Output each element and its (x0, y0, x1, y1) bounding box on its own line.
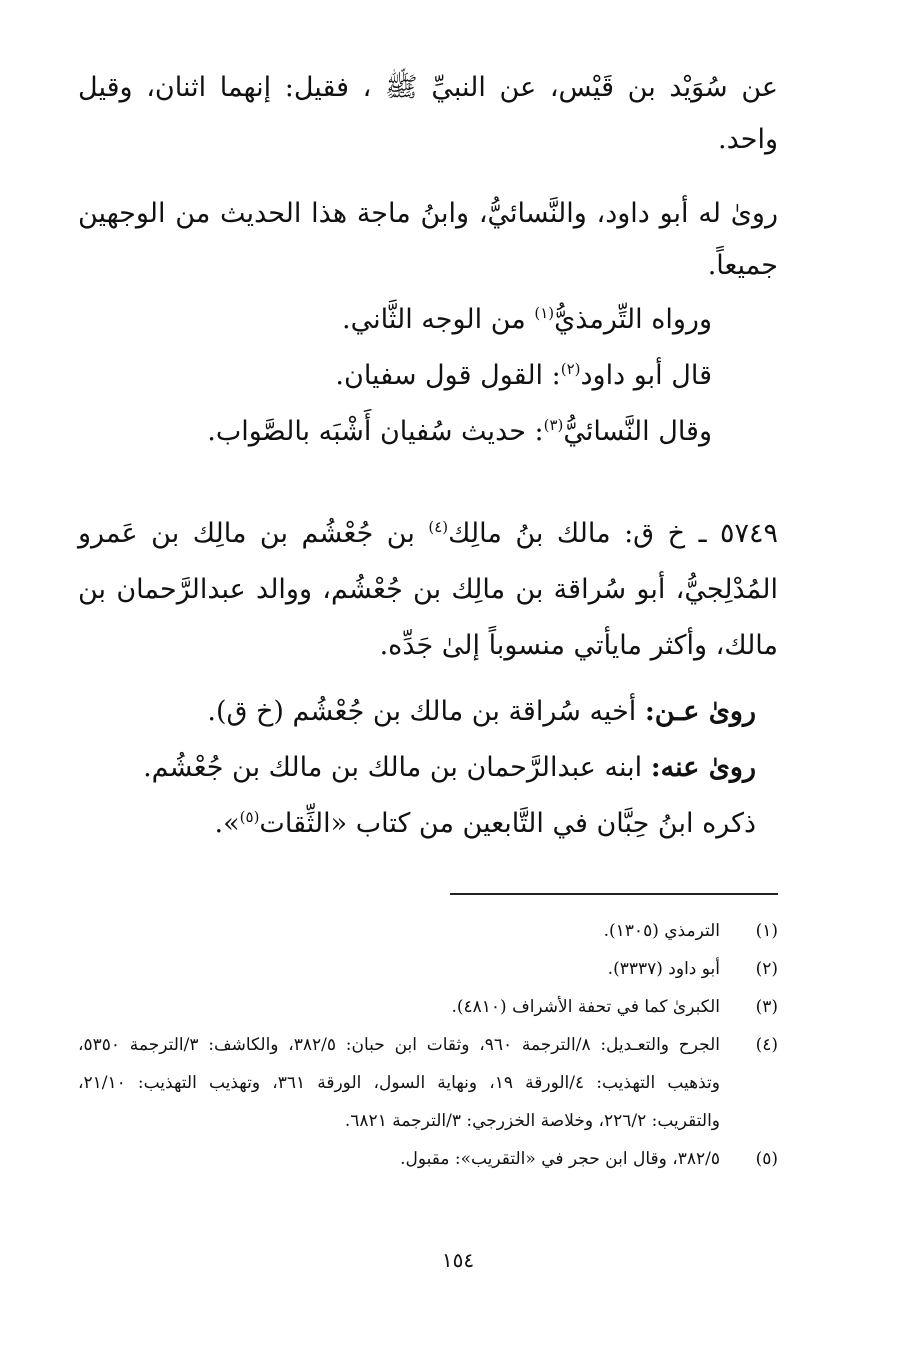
dhikr-line (78, 796, 778, 852)
rawa-anhu-text: ابنه عبدالرَّحمان بن مالك بن مالك بن جُعْشُم. (143, 752, 651, 783)
line-tirmidhi-rest: من الوجه الثَّاني. (342, 304, 535, 335)
footnote-1 (78, 912, 778, 950)
line-tirmidhi (78, 292, 778, 348)
footnote-ref-5[interactable]: (٥) (239, 808, 260, 826)
entry-heading-rest: بن جُعْشُم بن مالِك بن عَمرو المُدْلِجيُّ، أبو سُراقة بن مالِك بن جُعْشُم، ووالد عبدالرَّحمان بن مالك، وأكثر مايأتي منسوباً إلىٰ جَدِّه. (78, 518, 778, 661)
footnote-ref-2[interactable]: (٢) (560, 360, 581, 378)
rawa-anhu-line (78, 740, 778, 796)
footnote-text: الجرح والتعـديل: ٨/الترجمة ٩٦٠، وثقات ابن حبان: ٣٨٢/٥، والكاشف: ٣/الترجمة ٥٣٥٠، وتذهيب التهذيب: ٤/الورقة ١٩، ونهاية السول، الورقة ٣٦١، وتهذيب التهذيب: ٢١/١٠، والتقريب: ٢٢٦/٢، وخلاصة الخزرجي: ٣/الترجمة ٦٨٢١. (78, 1035, 720, 1131)
footnote-ref-4[interactable]: (٤) (428, 518, 449, 536)
line-abu-dawud (78, 348, 778, 404)
footnote-ref-3[interactable]: (٣) (543, 416, 564, 434)
footnotes (78, 912, 778, 1178)
rawa-an-label: روىٰ عـن: (644, 696, 756, 727)
footnote-text: الكبرىٰ كما في تحفة الأشراف (٤٨١٠). (451, 997, 720, 1017)
line-abu-dawud-text: قال أبو داود (580, 360, 712, 391)
footnote-text: ٣٨٢/٥، وقال ابن حجر في «التقريب»: مقبول. (400, 1149, 720, 1169)
footnote-5 (78, 1140, 778, 1178)
footnote-number: (٣) (755, 997, 778, 1017)
footnote-number: (٢) (755, 959, 778, 979)
line-abu-dawud-rest: : القول قول سفيان. (335, 360, 561, 391)
dhikr-end: ». (214, 808, 240, 839)
footnote-text: أبو داود (٣٣٣٧). (607, 959, 720, 979)
footnote-number: (٤) (755, 1035, 778, 1055)
dhikr-text: ذكره ابنُ حِبَّان في التَّابعين من كتاب «الثِّقات (259, 808, 756, 839)
entry-heading (78, 506, 778, 674)
footnote-ref-1[interactable]: (١) (534, 304, 555, 322)
paragraph-continuation: عن سُوَيْد بن قَيْس، عن النبيِّ ﷺ ، فقيل: إنهما اثنان، وقيل واحد. (78, 72, 778, 155)
page-number: ١٥٤ (441, 1248, 475, 1272)
footnote-2 (78, 950, 778, 988)
line-nasai-text: وقال النَّسائيُّ (563, 416, 712, 447)
rawa-an-line (78, 684, 778, 740)
footnote-number: (٥) (755, 1149, 778, 1169)
line-tirmidhi-text: ورواه التِّرمذيُّ (554, 304, 712, 335)
footnote-text: الترمذي (١٣٠٥). (603, 921, 720, 941)
footnote-4 (78, 1026, 778, 1140)
rawa-anhu-label: روىٰ عنه: (650, 752, 756, 783)
line-nasai-rest: : حديث سُفيان أَشْبَه بالصَّواب. (207, 416, 544, 447)
paragraph-narrators: روىٰ له أبو داود، والنَّسائيُّ، وابنُ ماجة هذا الحديث من الوجهين جميعاً. (78, 198, 778, 281)
footnote-divider (450, 893, 778, 895)
rawa-an-text: أخيه سُراقة بن مالك بن جُعْشُم (خ ق). (207, 696, 645, 727)
footnote-3 (78, 988, 778, 1026)
footnote-number: (١) (755, 921, 778, 941)
entry-heading-text: ٥٧٤٩ ـ خ ق: مالك بنُ مالِك (448, 518, 778, 549)
line-nasai (78, 404, 778, 460)
